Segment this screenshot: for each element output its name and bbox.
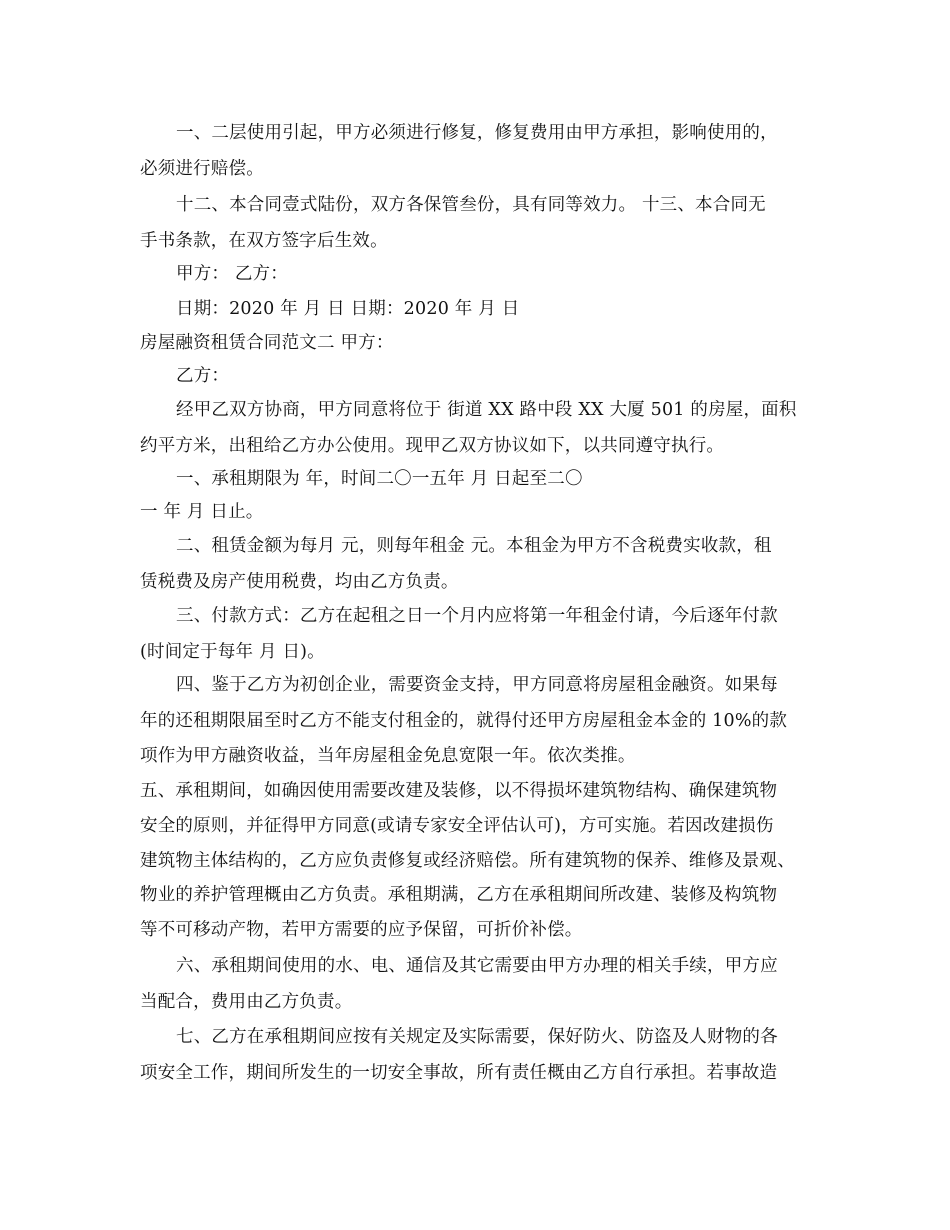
paragraph-line: 三、付款方式：乙方在起租之日一个月内应将第一年租金付请，今后逐年付款 [176,606,778,626]
paragraph-line: 安全的原则，并征得甲方同意(或请专家安全评估认可)，方可实施。若因改建损伤 [140,816,774,836]
paragraph-line: 物业的养护管理概由乙方负责。承租期满，乙方在承租期间所改建、装修及构筑物 [140,885,778,905]
signature-parties-line: 甲方： 乙方： [176,264,288,284]
paragraph-line: 经甲乙双方协商，甲方同意将位于 街道 XX 路中段 XX 大厦 501 的房屋，面积 [176,400,797,420]
paragraph-line: 项安全工作，期间所发生的一切安全事故，所有责任概由乙方自行承担。若事故造 [140,1063,778,1083]
party-b-label: 乙方： [176,366,230,386]
paragraph-line: 等不可移动产物，若甲方需要的应予保留，可折价补偿。 [140,920,583,940]
paragraph-line: 手书条款，在双方签字后生效。 [140,231,388,251]
paragraph-line: 建筑物主体结构的，乙方应负责修复或经济赔偿。所有建筑物的保养、维修及景观、 [140,851,795,871]
paragraph-line: 五、承租期间，如确因使用需要改建及装修，以不得损坏建筑物结构、确保建筑物 [140,781,778,801]
paragraph-line: 项作为甲方融资收益，当年房屋租金免息宽限一年。依次类推。 [140,746,636,766]
paragraph-line: 十二、本合同壹式陆份，双方各保管叁份，具有同等效力。 十三、本合同无 [176,195,766,215]
paragraph-line: 一、二层使用引起，甲方必须进行修复，修复费用由甲方承担，影响使用的， [176,123,778,143]
paragraph-line: 四、鉴于乙方为初创企业，需要资金支持，甲方同意将房屋租金融资。如果每 [176,675,778,695]
paragraph-line: (时间定于每年 月 日)。 [140,642,325,662]
paragraph-line: 年的还租期限届至时乙方不能支付租金的，就得付还甲方房屋租金本金的 10%的款 [140,711,788,731]
paragraph-line: 约平方米，出租给乙方办公使用。现甲乙双方协议如下，以共同遵守执行。 [140,436,725,456]
paragraph-line: 当配合，费用由乙方负责。 [140,992,353,1012]
paragraph-line: 赁税费及房产使用税费，均由乙方负责。 [140,572,459,592]
paragraph-line: 二、租赁金额为每月 元，则每年租金 元。本租金为甲方不含税费实收款，租 [176,536,772,556]
paragraph-line: 一、承租期限为 年，时间二〇一五年 月 日起至二〇 [176,469,583,489]
paragraph-line: 一 年 月 日止。 [140,502,264,522]
signature-date-line: 日期：2020 年 月 日 日期：2020 年 月 日 [176,299,520,319]
paragraph-line: 必须进行赔偿。 [140,159,264,179]
paragraph-line: 六、承租期间使用的水、电、通信及其它需要由甲方办理的相关手续，甲方应 [176,956,778,976]
section-title: 房屋融资租赁合同范文二 甲方： [140,333,394,353]
paragraph-line: 七、乙方在承租期间应按有关规定及实际需要，保好防火、防盗及人财物的各 [176,1027,778,1047]
